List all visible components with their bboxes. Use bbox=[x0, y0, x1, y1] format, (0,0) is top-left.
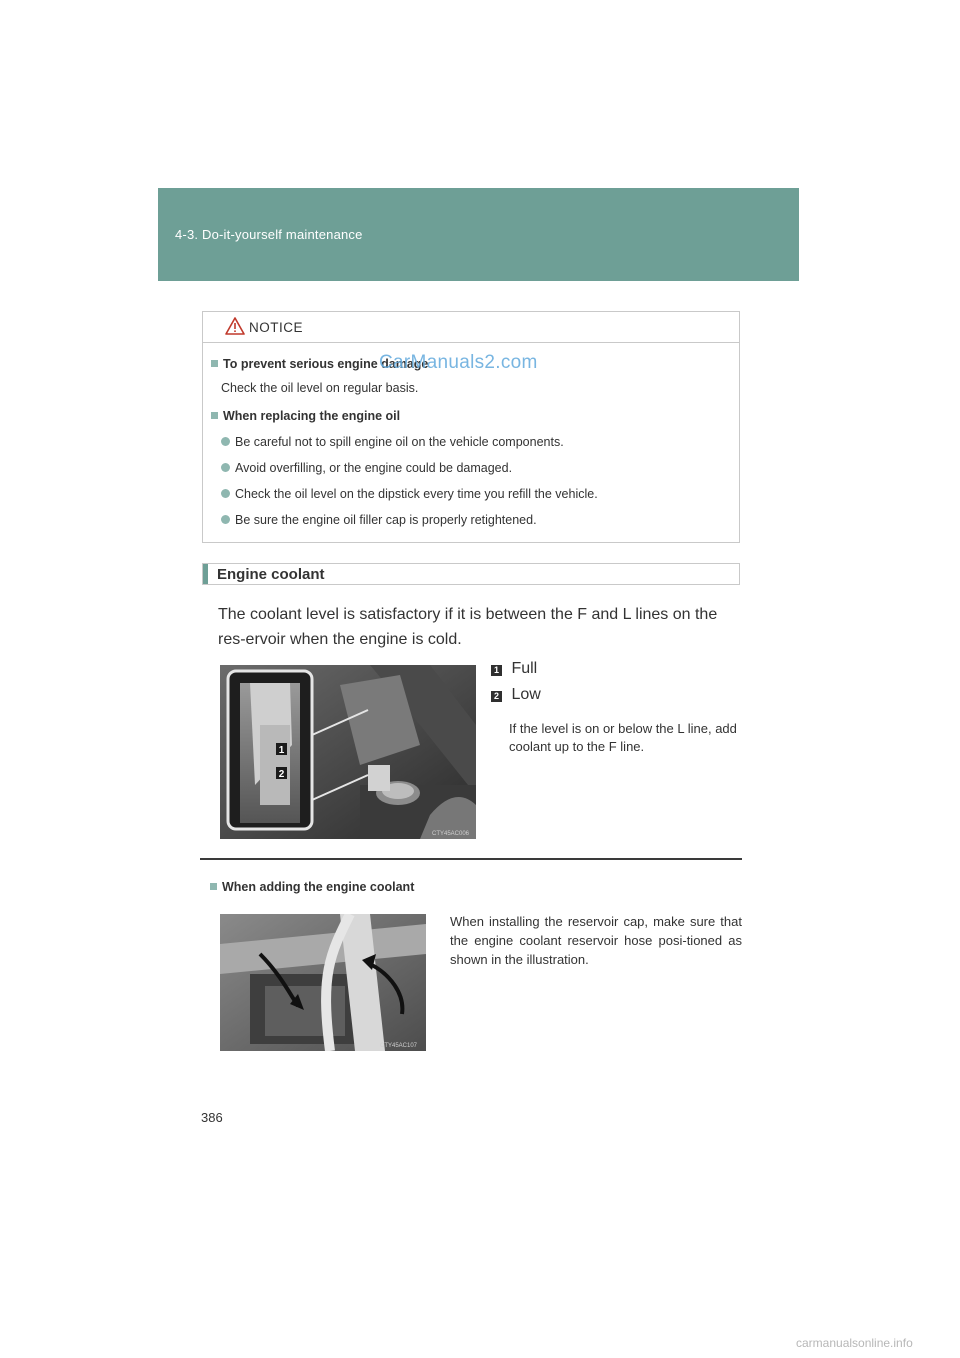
footer-watermark: carmanualsonline.info bbox=[796, 1336, 913, 1350]
notice-heading-2: When replacing the engine oil bbox=[211, 407, 400, 425]
notice-title: NOTICE bbox=[249, 320, 304, 335]
notice-bullet: Be careful not to spill engine oil on the vehicle components. bbox=[221, 433, 564, 451]
square-bullet-icon bbox=[211, 360, 218, 367]
watermark-text: CarManuals2.com bbox=[379, 352, 538, 373]
section-accent bbox=[203, 564, 208, 584]
chapter-title: 4-3. Do-it-yourself maintenance bbox=[175, 227, 363, 242]
legend-item-full bbox=[491, 660, 537, 678]
notice-header bbox=[203, 312, 739, 343]
round-bullet-icon bbox=[221, 463, 230, 472]
number-badge: 1 bbox=[491, 665, 502, 676]
image-code-2: CTY45AC107 bbox=[380, 1043, 418, 1049]
round-bullet-icon bbox=[221, 489, 230, 498]
notice-bullet: Avoid overfilling, or the engine could be damaged. bbox=[221, 459, 512, 477]
adding-coolant-text: When installing the reservoir cap, make sure that the engine coolant reservoir hose posi-tioned as shown in the illustration. bbox=[450, 914, 742, 967]
notice-box bbox=[202, 311, 740, 543]
section-divider bbox=[200, 858, 742, 860]
callout-low: 2 bbox=[278, 769, 285, 780]
square-bullet-icon bbox=[210, 883, 217, 890]
image-code-1: CTY45AC006 bbox=[432, 831, 470, 837]
section-body-text: The coolant level is satisfactory if it is between the F and L lines on the res-ervoir when the engine is cold. bbox=[218, 606, 718, 648]
page-number: 386 bbox=[201, 1110, 223, 1125]
callout-full: 1 bbox=[278, 745, 285, 756]
adding-coolant-heading: When adding the engine coolant bbox=[210, 880, 414, 894]
legend-label: Low bbox=[511, 686, 541, 703]
number-badge: 2 bbox=[491, 691, 502, 702]
notice-bullet: Check the oil level on the dipstick every time you refill the vehicle. bbox=[221, 485, 598, 503]
legend-item-low bbox=[491, 686, 541, 704]
legend-label: Full bbox=[511, 660, 538, 677]
warning-icon bbox=[225, 317, 245, 335]
square-bullet-icon bbox=[211, 412, 218, 419]
coolant-reservoir-illustration bbox=[220, 665, 476, 839]
section-title-bar bbox=[202, 563, 740, 585]
section-title: Engine coolant bbox=[217, 566, 325, 583]
reservoir-hose-illustration bbox=[220, 914, 426, 1051]
coolant-level-note: If the level is on or below the L line, add coolant up to the F line. bbox=[509, 721, 737, 754]
notice-bullet: Be sure the engine oil filler cap is properly retightened. bbox=[221, 511, 537, 529]
notice-text-1: Check the oil level on regular basis. bbox=[221, 381, 419, 395]
round-bullet-icon bbox=[221, 437, 230, 446]
round-bullet-icon bbox=[221, 515, 230, 524]
notice-heading-1: To prevent serious engine damage bbox=[211, 355, 428, 373]
